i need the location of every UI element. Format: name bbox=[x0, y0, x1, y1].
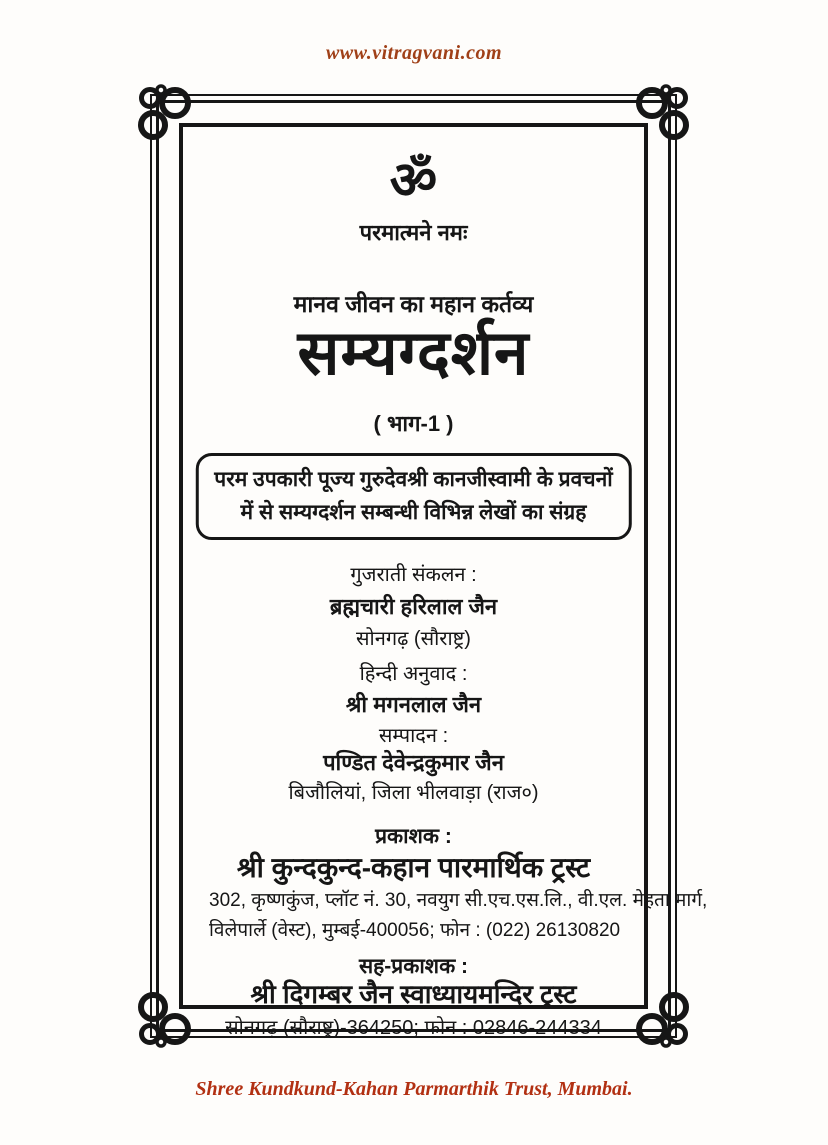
title-page-content bbox=[209, 152, 708, 1039]
description-box bbox=[195, 453, 631, 540]
credit-hindi-name: श्री मगनलाल जैन bbox=[345, 692, 482, 717]
frame-inner-line bbox=[179, 123, 708, 1039]
book-title: सम्यग्दर्शन bbox=[297, 319, 530, 388]
credit-hindi-label: हिन्दी अनुवाद : bbox=[359, 663, 468, 685]
decorative-frame bbox=[150, 94, 708, 1039]
co-publisher-name: श्री दिगम्बर जैन स्वाध्यायमन्दिर ट्रस्ट bbox=[250, 979, 577, 1009]
credit-editor-place: बिजौलियां, जिला भीलवाड़ा (राज०) bbox=[288, 782, 539, 804]
knot-icon bbox=[631, 82, 693, 144]
co-publisher-address: सोनगढ़ (सौराष्ट्र)-364250; फोन : 02846-244334 bbox=[225, 1017, 602, 1039]
knot-icon bbox=[134, 82, 196, 144]
knot-icon bbox=[134, 988, 196, 1050]
corner-ornament-top-right bbox=[631, 82, 693, 144]
description-line-2: में से सम्यग्दर्शन सम्बन्धी विभिन्न लेखों का संग्रह bbox=[240, 500, 587, 524]
publisher-address-line-1: 302, कृष्णकुंज, प्लॉट नं. 30, नवयुग सी.एच.एस.लि., वी.एल. मेहता मार्ग, bbox=[209, 890, 708, 911]
description-line-1: परम उपकारी पूज्य गुरुदेवश्री कानजीस्वामी के प्रवचनों bbox=[214, 468, 613, 491]
corner-ornament-top-left bbox=[134, 82, 196, 144]
credit-editor-label: सम्पादन : bbox=[378, 725, 449, 747]
knot-icon bbox=[631, 988, 693, 1050]
publisher-name: श्री कुन्दकुन्द-कहान पारमार्थिक ट्रस्ट bbox=[236, 852, 591, 883]
credit-gujarati-place: सोनगढ़ (सौराष्ट्र) bbox=[356, 628, 471, 650]
publisher-label: प्रकाशक : bbox=[375, 825, 452, 848]
corner-ornament-bottom-left bbox=[134, 988, 196, 1050]
credit-gujarati-name: ब्रह्मचारी हरिलाल जैन bbox=[329, 594, 498, 619]
co-publisher-label: सह-प्रकाशक : bbox=[358, 955, 469, 978]
site-url: www.vitragvani.com bbox=[325, 42, 503, 64]
credit-editor-name: पण्डित देवेन्द्रकुमार जैन bbox=[323, 750, 504, 775]
publisher-address-line-2: विलेपार्ले (वेस्ट), मुम्बई-400056; फोन : (022) 26130820 bbox=[209, 920, 621, 941]
frame-middle-line bbox=[156, 100, 708, 1039]
footer-text: Shree Kundkund-Kahan Parmarthik Trust, Mumbai. bbox=[195, 1078, 633, 1100]
invocation-text: परमात्मने नमः bbox=[359, 220, 468, 245]
om-icon: ॐ bbox=[389, 152, 438, 210]
tagline-text: मानव जीवन का महान कर्तव्य bbox=[293, 291, 534, 317]
credit-gujarati-label: गुजराती संकलन : bbox=[350, 564, 477, 586]
corner-ornament-bottom-right bbox=[631, 988, 693, 1050]
volume-label: ( भाग-1 ) bbox=[373, 411, 454, 436]
